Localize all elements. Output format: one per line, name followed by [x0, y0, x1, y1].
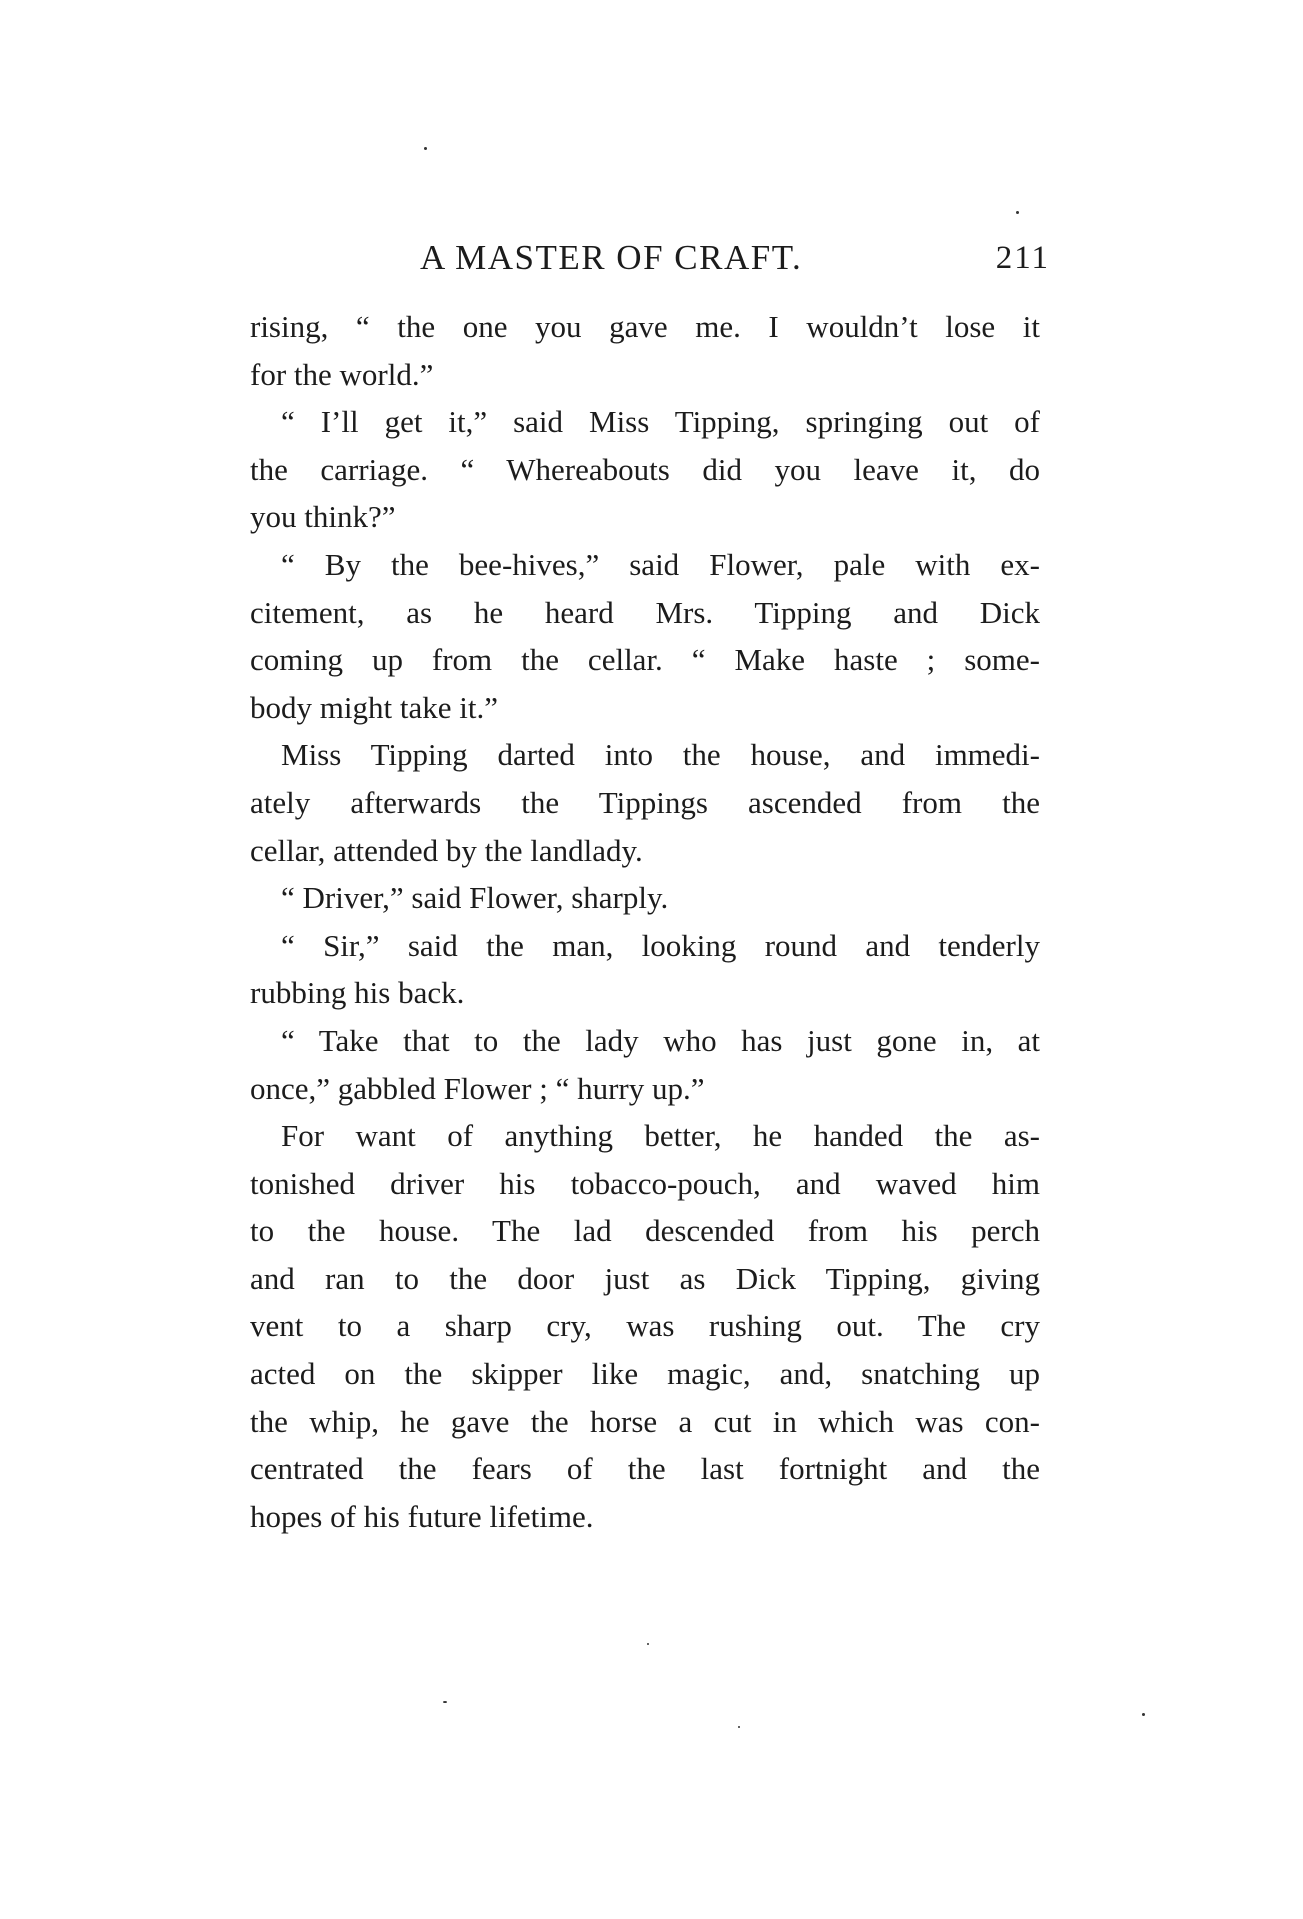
- text-line: centrated the fears of the last fortnight and the: [250, 1451, 1040, 1487]
- text-line: acted on the skipper like magic, and, snatching up: [250, 1356, 1040, 1392]
- text-line: you think?”: [250, 499, 396, 535]
- paragraph: [250, 398, 1040, 541]
- text-line: citement, as he heard Mrs. Tipping and Dick: [250, 594, 1040, 630]
- print-speck: [738, 1726, 740, 1728]
- text-line: the whip, he gave the horse a cut in which was con-: [250, 1403, 1040, 1439]
- text-line: for the world.”: [250, 356, 434, 392]
- page-number: 211: [995, 240, 1050, 276]
- text-line: cellar, attended by the landlady.: [250, 832, 643, 868]
- paragraph: [250, 1017, 1040, 1112]
- print-speck: [443, 1701, 447, 1703]
- text-line: once,” gabbled Flower ; “ hurry up.”: [250, 1070, 705, 1106]
- page-header: [250, 238, 1050, 288]
- print-speck: [647, 1643, 649, 1645]
- paragraph: [250, 731, 1040, 874]
- paragraph: [250, 874, 1040, 922]
- text-line: vent to a sharp cry, was rushing out. The cry: [250, 1308, 1040, 1344]
- text-line: “ Sir,” said the man, looking round and tenderly: [281, 927, 1040, 963]
- text-line: rubbing his back.: [250, 975, 465, 1011]
- text-line: “ I’ll get it,” said Miss Tipping, springing out of: [281, 404, 1040, 440]
- text-line: tonished driver his tobacco-pouch, and waved him: [250, 1165, 1040, 1201]
- text-line: the carriage. “ Whereabouts did you leave it, do: [250, 451, 1040, 487]
- paragraph: [250, 541, 1040, 731]
- text-line: coming up from the cellar. “ Make haste ; some-: [250, 642, 1040, 678]
- running-title: A MASTER OF CRAFT.: [420, 238, 803, 277]
- text-line: “ Driver,” said Flower, sharply.: [281, 880, 669, 916]
- text-line: ately afterwards the Tippings ascended from the: [250, 784, 1040, 820]
- text-line: hopes of his future lifetime.: [250, 1498, 594, 1534]
- text-line: Miss Tipping darted into the house, and immedi-: [281, 737, 1040, 773]
- text-line: rising, “ the one you gave me. I wouldn’t lose it: [250, 309, 1040, 344]
- text-line: body might take it.”: [250, 689, 498, 725]
- body-text: [250, 303, 1040, 1540]
- text-line: “ Take that to the lady who has just gone in, at: [281, 1022, 1040, 1058]
- print-speck: [424, 147, 427, 150]
- paragraph: [250, 1112, 1040, 1540]
- text-line: For want of anything better, he handed the as-: [281, 1118, 1040, 1154]
- print-speck: [1016, 211, 1019, 214]
- text-line: “ By the bee-hives,” said Flower, pale with ex-: [281, 546, 1040, 582]
- print-speck: [1142, 1713, 1145, 1716]
- text-line: to the house. The lad descended from his perch: [250, 1213, 1040, 1249]
- paragraph: [250, 303, 1040, 398]
- paragraph: [250, 922, 1040, 1017]
- text-line: and ran to the door just as Dick Tipping, giving: [250, 1260, 1040, 1296]
